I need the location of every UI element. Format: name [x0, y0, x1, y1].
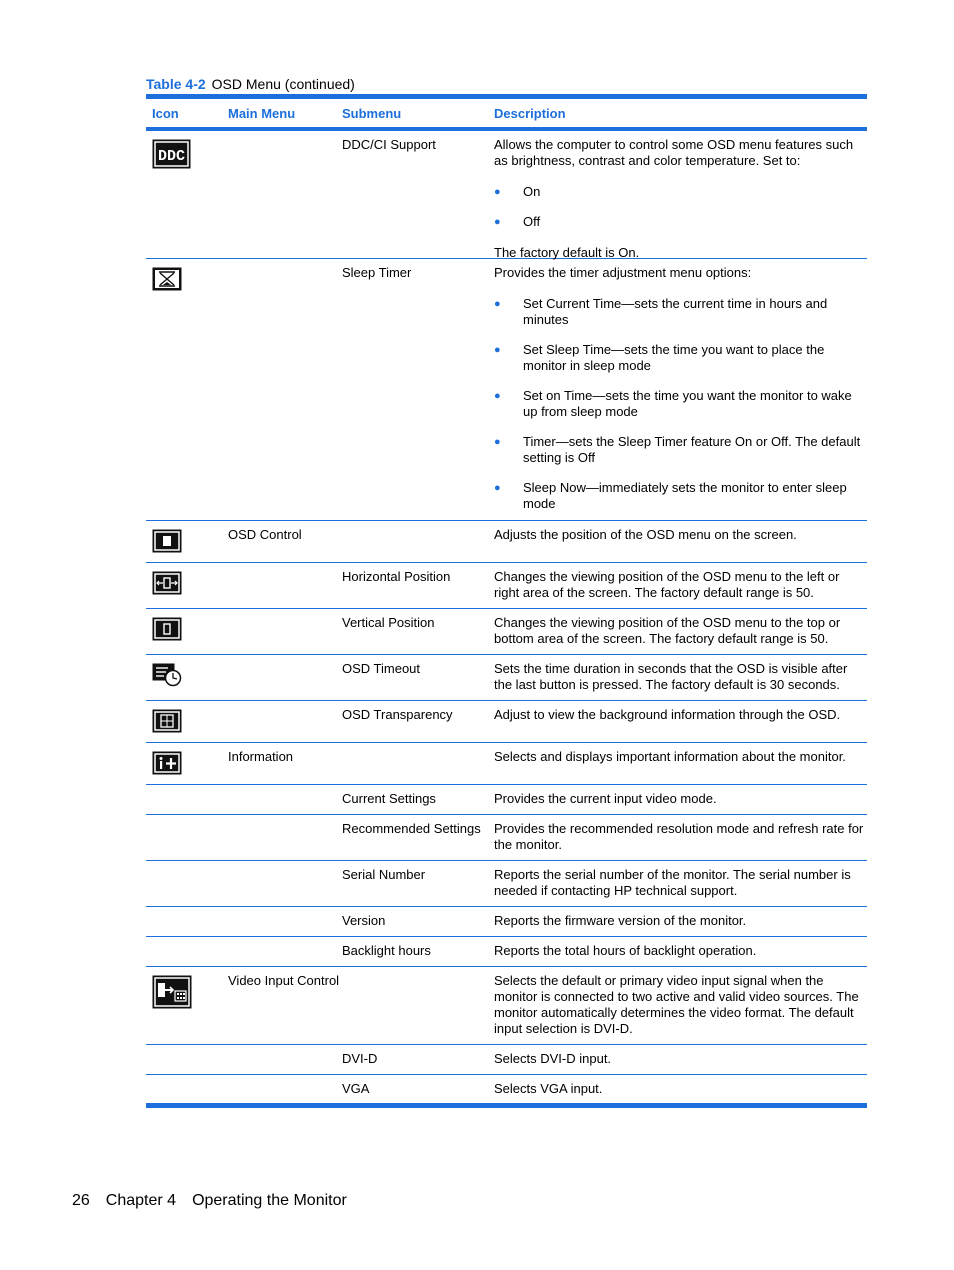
main-menu-cell — [228, 785, 342, 814]
table-bottom-rule — [146, 1103, 867, 1108]
header-main-menu: Main Menu — [228, 105, 296, 121]
main-menu-cell — [228, 1045, 342, 1074]
vertical-position-icon — [146, 609, 228, 654]
list-item: ● Set Sleep Time—sets the time you want to place the monitor in sleep mode — [494, 342, 867, 374]
list-item: ● Timer—sets the Sleep Timer feature On or Off. The default setting is Off — [494, 434, 867, 466]
description-text: Provides the timer adjustment menu options: — [494, 265, 752, 280]
main-menu-cell — [228, 259, 342, 520]
table-header — [146, 99, 867, 127]
table-row — [146, 701, 867, 743]
main-menu-cell — [228, 563, 342, 608]
page-footer — [72, 1192, 347, 1210]
chapter-title: Operating the Monitor — [192, 1192, 347, 1209]
submenu-cell: Serial Number — [342, 867, 426, 882]
description-cell: Selects the default or primary video input signal when the monitor is connected to two active and valid video sources. The monitor automatically determines the video format. The default input selection is DVI-D. — [494, 973, 859, 1036]
main-menu-cell — [228, 937, 342, 966]
list-item: ● On — [494, 184, 867, 200]
submenu-cell: Backlight hours — [342, 943, 431, 958]
submenu-cell — [342, 521, 494, 562]
ddc-icon — [146, 131, 228, 258]
description-cell: Sets the time duration in seconds that the OSD is visible after the last button is pressed. The factory default is 30 seconds. — [494, 661, 848, 692]
hourglass-icon — [146, 259, 228, 520]
submenu-cell: Horizontal Position — [342, 569, 451, 584]
description-text: Allows the computer to control some OSD menu features such as brightness, contrast and color temperature. Set to: — [494, 137, 854, 168]
submenu-cell — [342, 967, 494, 1044]
description-cell — [494, 131, 867, 258]
description-cell: Reports the firmware version of the monitor. — [494, 913, 747, 928]
description-cell — [494, 259, 867, 520]
description-cell: Provides the current input video mode. — [494, 791, 717, 806]
submenu-cell: VGA — [342, 1081, 370, 1096]
information-icon — [146, 743, 228, 784]
table-title: OSD Menu (continued) — [211, 76, 355, 92]
option-list — [494, 184, 867, 230]
main-menu-cell — [228, 907, 342, 936]
description-cell: Changes the viewing position of the OSD menu to the top or bottom area of the screen. The factory default range is 50. — [494, 615, 841, 646]
submenu-cell: DDC/CI Support — [342, 137, 436, 152]
table-row — [146, 861, 867, 907]
main-menu-cell — [228, 1075, 342, 1103]
description-cell: Changes the viewing position of the OSD menu to the left or right area of the screen. The factory default range is 50. — [494, 569, 840, 600]
table-row — [146, 563, 867, 609]
table-row — [146, 259, 867, 521]
submenu-cell: Vertical Position — [342, 615, 435, 630]
table-row — [146, 1045, 867, 1075]
main-menu-cell: OSD Control — [228, 527, 302, 542]
osd-control-icon — [146, 521, 228, 562]
table-row — [146, 815, 867, 861]
description-cell: Adjusts the position of the OSD menu on the screen. — [494, 527, 797, 542]
list-item: ● Set on Time—sets the time you want the monitor to wake up from sleep mode — [494, 388, 867, 420]
video-input-icon — [146, 967, 228, 1044]
submenu-cell: Sleep Timer — [342, 265, 412, 280]
table-row — [146, 785, 867, 815]
description-note: The factory default is On. — [494, 245, 640, 260]
horizontal-position-icon — [146, 563, 228, 608]
svg-text:DDC: DDC — [157, 148, 186, 165]
chapter-label: Chapter 4 — [105, 1192, 177, 1209]
submenu-cell: OSD Timeout — [342, 661, 421, 676]
description-cell: Selects DVI-D input. — [494, 1051, 612, 1066]
table-row — [146, 967, 867, 1045]
main-menu-cell — [228, 701, 342, 742]
description-cell: Reports the serial number of the monitor. The serial number is needed if contacting HP technical support. — [494, 867, 851, 898]
main-menu-cell — [228, 861, 342, 906]
table-row — [146, 937, 867, 967]
table-row — [146, 655, 867, 701]
table-row — [146, 609, 867, 655]
submenu-cell: Version — [342, 913, 386, 928]
table-row — [146, 1075, 867, 1103]
table-row — [146, 131, 867, 259]
submenu-cell: Current Settings — [342, 791, 436, 806]
osd-transparency-icon — [146, 701, 228, 742]
description-cell: Reports the total hours of backlight operation. — [494, 943, 757, 958]
submenu-cell: OSD Transparency — [342, 707, 453, 722]
header-icon: Icon — [152, 105, 179, 121]
description-cell: Selects VGA input. — [494, 1081, 603, 1096]
list-item: ● Off — [494, 214, 867, 230]
main-menu-cell: Information — [228, 749, 294, 764]
table-row — [146, 907, 867, 937]
table-caption — [146, 76, 355, 92]
main-menu-cell — [228, 655, 342, 700]
main-menu-cell — [228, 131, 342, 258]
table-number: Table 4-2 — [146, 76, 206, 92]
submenu-cell: DVI-D — [342, 1051, 378, 1066]
header-description: Description — [494, 105, 566, 121]
osd-menu-table — [146, 94, 867, 1108]
main-menu-cell — [228, 815, 342, 860]
page-number: 26 — [72, 1192, 90, 1209]
submenu-cell — [342, 743, 494, 784]
list-item: ● Set Current Time—sets the current time in hours and minutes — [494, 296, 867, 328]
osd-timeout-icon — [146, 655, 228, 700]
submenu-cell: Recommended Settings — [342, 821, 481, 836]
list-item: ● Sleep Now—immediately sets the monitor to enter sleep mode — [494, 480, 867, 512]
table-row — [146, 743, 867, 785]
main-menu-cell — [228, 609, 342, 654]
description-cell: Selects and displays important information about the monitor. — [494, 749, 846, 764]
description-cell: Adjust to view the background information through the OSD. — [494, 707, 841, 722]
header-submenu: Submenu — [342, 105, 402, 121]
main-menu-cell: Video Input Control — [228, 973, 340, 988]
table-row — [146, 521, 867, 563]
description-cell: Provides the recommended resolution mode and refresh rate for the monitor. — [494, 821, 864, 852]
option-list — [494, 296, 867, 512]
